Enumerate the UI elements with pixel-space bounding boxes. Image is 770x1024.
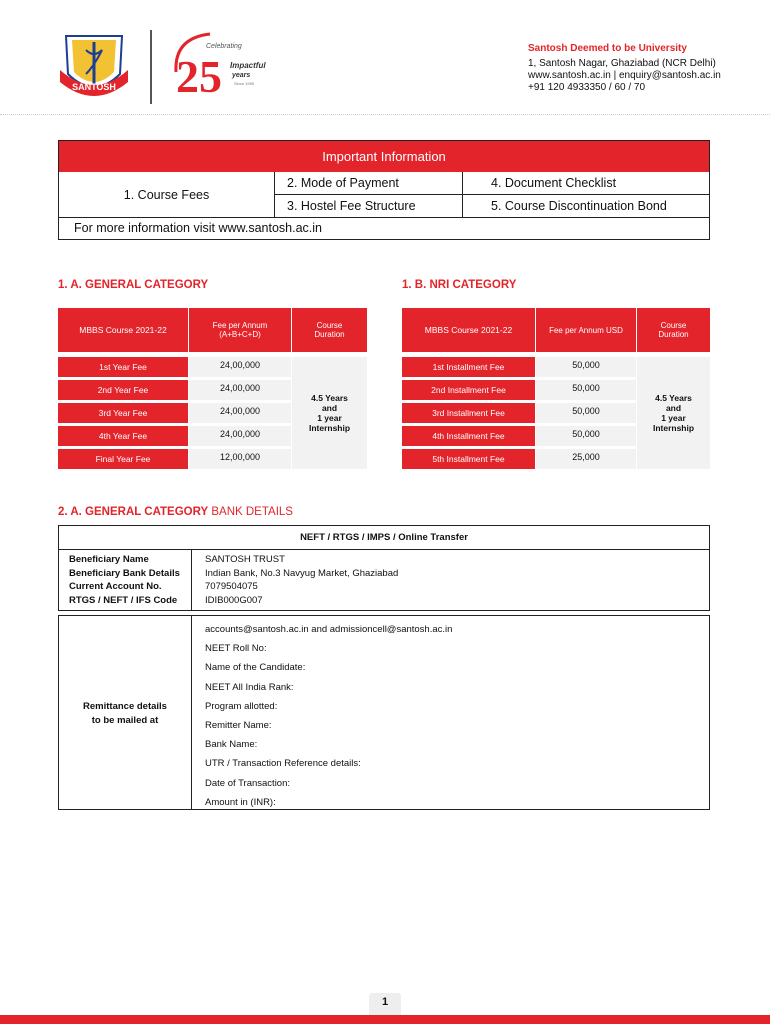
nri-row-value: 25,000: [536, 449, 636, 469]
logo-text: SANTOSH: [72, 82, 116, 92]
bank-value: 7079504075: [205, 581, 258, 592]
bank-value: Indian Bank, No.3 Navyug Market, Ghaziabad: [205, 567, 399, 579]
header-divider: [150, 30, 152, 104]
svg-text:Since 1995: Since 1995: [234, 81, 255, 86]
info-item-course-fees: 1. Course Fees: [59, 172, 275, 218]
svg-text:Impactful: Impactful: [230, 61, 266, 70]
info-item-payment: 2. Mode of Payment: [275, 172, 463, 195]
nri-row-label: 2nd Installment Fee: [402, 380, 535, 400]
bank-label: Current Account No.: [69, 581, 162, 592]
general-row-value: 24,00,000: [189, 380, 291, 400]
university-phone: +91 120 4933350 / 60 / 70: [528, 82, 646, 93]
important-info-title: Important Information: [59, 141, 709, 172]
general-header-course: MBBS Course 2021-22: [58, 308, 188, 352]
general-row-value: 24,00,000: [189, 403, 291, 423]
bank-label: RTGS / NEFT / IFS Code: [69, 594, 178, 606]
bank-label: Beneficiary Name: [69, 554, 149, 565]
santosh-logo: [58, 30, 130, 104]
footer-bar: [0, 1015, 770, 1024]
university-contact: [528, 43, 768, 94]
bank-values: [205, 553, 398, 607]
bank-account-table: [58, 525, 710, 611]
general-row-label: 3rd Year Fee: [58, 403, 188, 423]
header-separator: [0, 114, 770, 115]
nri-row-label: 4th Installment Fee: [402, 426, 535, 446]
general-row-label: 2nd Year Fee: [58, 380, 188, 400]
svg-text:years: years: [232, 72, 251, 79]
remit-field: Amount in (INR):: [205, 796, 276, 808]
bank-label: Beneficiary Bank Details: [69, 567, 180, 579]
page-number: 1: [369, 993, 401, 1015]
info-more-link: For more information visit www.santosh.ac.in: [74, 221, 323, 235]
nri-row-value: 50,000: [536, 426, 636, 446]
svg-text:25: 25: [176, 51, 222, 98]
remittance-items: [205, 620, 452, 812]
general-row-value: 12,00,000: [189, 449, 291, 469]
remit-field: Bank Name:: [205, 739, 258, 751]
transfer-modes: NEFT / RTGS / IMPS / Online Transfer: [59, 526, 709, 550]
remit-field: Remitter Name:: [205, 720, 272, 732]
svg-text:Celebrating: Celebrating: [206, 43, 242, 50]
remit-field: Program allotted:: [205, 700, 278, 712]
nri-header-duration: Course Duration: [637, 308, 710, 352]
remit-field: UTR / Transaction Reference details:: [205, 758, 361, 770]
general-row-label: 4th Year Fee: [58, 426, 188, 446]
general-header-duration: Course Duration: [292, 308, 367, 352]
general-category-title: 1. A. GENERAL CATEGORY: [58, 279, 209, 291]
nri-row-value: 50,000: [536, 403, 636, 423]
bank-details-title: 2. A. GENERAL CATEGORY BANK DETAILS: [58, 506, 293, 518]
nri-row-value: 50,000: [536, 380, 636, 400]
general-row-value: 24,00,000: [189, 357, 291, 377]
general-row-value: 24,00,000: [189, 426, 291, 446]
remit-field: Date of Transaction:: [205, 777, 291, 789]
nri-header-fee: Fee per Annum USD: [536, 308, 636, 352]
nri-row-label: 5th Installment Fee: [402, 449, 535, 469]
nri-header-course: MBBS Course 2021-22: [402, 308, 535, 352]
remit-field: NEET Roll No:: [205, 643, 267, 655]
bank-value: IDIB000G007: [205, 594, 263, 606]
nri-row-label: 1st Installment Fee: [402, 357, 535, 377]
bank-col-divider: [191, 549, 192, 610]
university-web-email: www.santosh.ac.in | enquiry@santosh.ac.in: [528, 70, 721, 81]
university-name: Santosh Deemed to be University: [528, 43, 687, 54]
remit-col-divider: [191, 616, 192, 809]
important-info-table: [58, 140, 710, 240]
info-item-checklist: 4. Document Checklist: [463, 172, 709, 195]
general-duration-cell: 4.5 Years and 1 year Internship: [292, 357, 367, 469]
bank-labels: [69, 553, 180, 607]
bank-value: SANTOSH TRUST: [205, 554, 285, 565]
university-address: 1, Santosh Nagar, Ghaziabad (NCR Delhi): [528, 58, 716, 69]
anniversary-badge: [170, 28, 270, 98]
remittance-table: [58, 615, 710, 810]
general-row-label: 1st Year Fee: [58, 357, 188, 377]
remit-field: NEET All India Rank:: [205, 681, 294, 693]
nri-row-label: 3rd Installment Fee: [402, 403, 535, 423]
general-header-fee: Fee per Annum (A+B+C+D): [189, 308, 291, 352]
info-item-hostel: 3. Hostel Fee Structure: [275, 195, 463, 218]
remittance-label: Remittance details to be mailed at: [83, 701, 167, 726]
nri-row-value: 50,000: [536, 357, 636, 377]
info-item-bond: 5. Course Discontinuation Bond: [463, 195, 709, 218]
remit-email: accounts@santosh.ac.in and admissioncell@santosh.ac.in: [205, 624, 453, 635]
remit-field: Name of the Candidate:: [205, 662, 306, 674]
nri-duration-cell: 4.5 Years and 1 year Internship: [637, 357, 710, 469]
general-row-label: Final Year Fee: [58, 449, 188, 469]
nri-category-title: 1. B. NRI CATEGORY: [402, 279, 517, 291]
